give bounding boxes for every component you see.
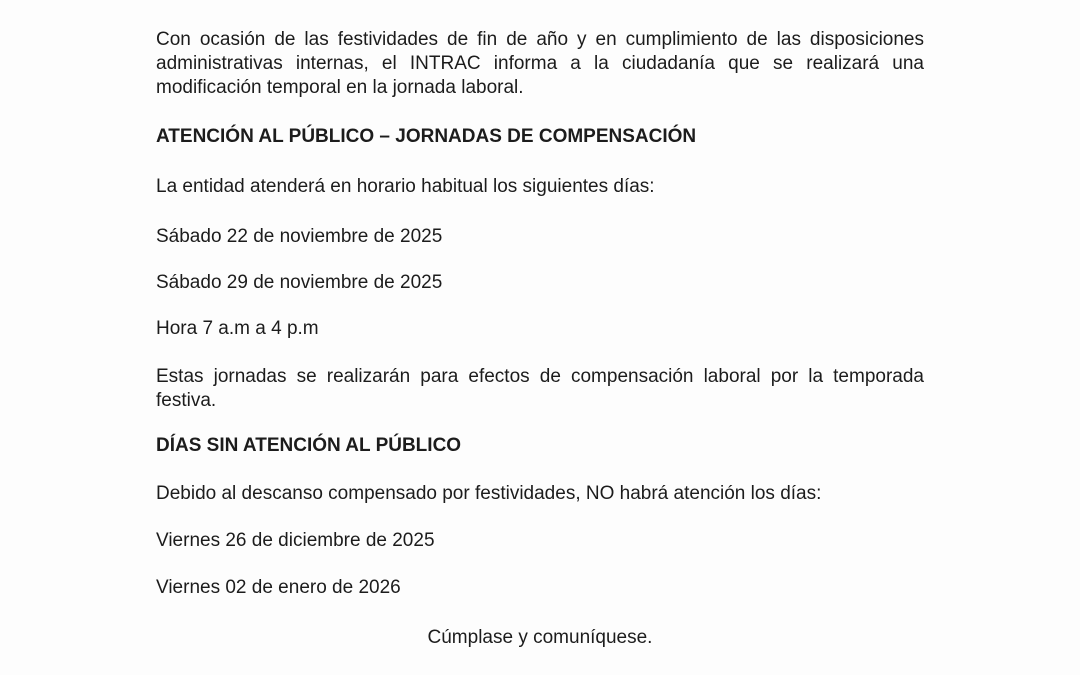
compensation-note: Estas jornadas se realizarán para efectos de compensación laboral por la temporada festiva. — [156, 366, 924, 411]
document-body — [156, 28, 924, 650]
attendance-date-2: Sábado 29 de noviembre de 2025 — [156, 272, 443, 293]
section-heading-compensation: ATENCIÓN AL PÚBLICO – JORNADAS DE COMPENSACIÓN — [156, 126, 697, 147]
attendance-date-1: Sábado 22 de noviembre de 2025 — [156, 226, 443, 247]
attendance-hours: Hora 7 a.m a 4 p.m — [156, 318, 319, 339]
attendance-lead-text: La entidad atenderá en horario habitual los siguientes días: — [156, 176, 655, 197]
closed-date-1: Viernes 26 de diciembre de 2025 — [156, 530, 435, 551]
intro-paragraph: Con ocasión de las festividades de fin de año y en cumplimiento de las disposiciones administrativas internas, el INTRAC informa a la ciudadanía que se realizará una modificación temporal en la jornada laboral. — [156, 29, 924, 98]
closed-date-2: Viernes 02 de enero de 2026 — [156, 577, 401, 598]
section-heading-closed-days: DÍAS SIN ATENCIÓN AL PÚBLICO — [156, 435, 462, 456]
closing-statement: Cúmplase y comuníquese. — [427, 627, 653, 648]
closed-days-lead-text: Debido al descanso compensado por festividades, NO habrá atención los días: — [156, 483, 822, 504]
